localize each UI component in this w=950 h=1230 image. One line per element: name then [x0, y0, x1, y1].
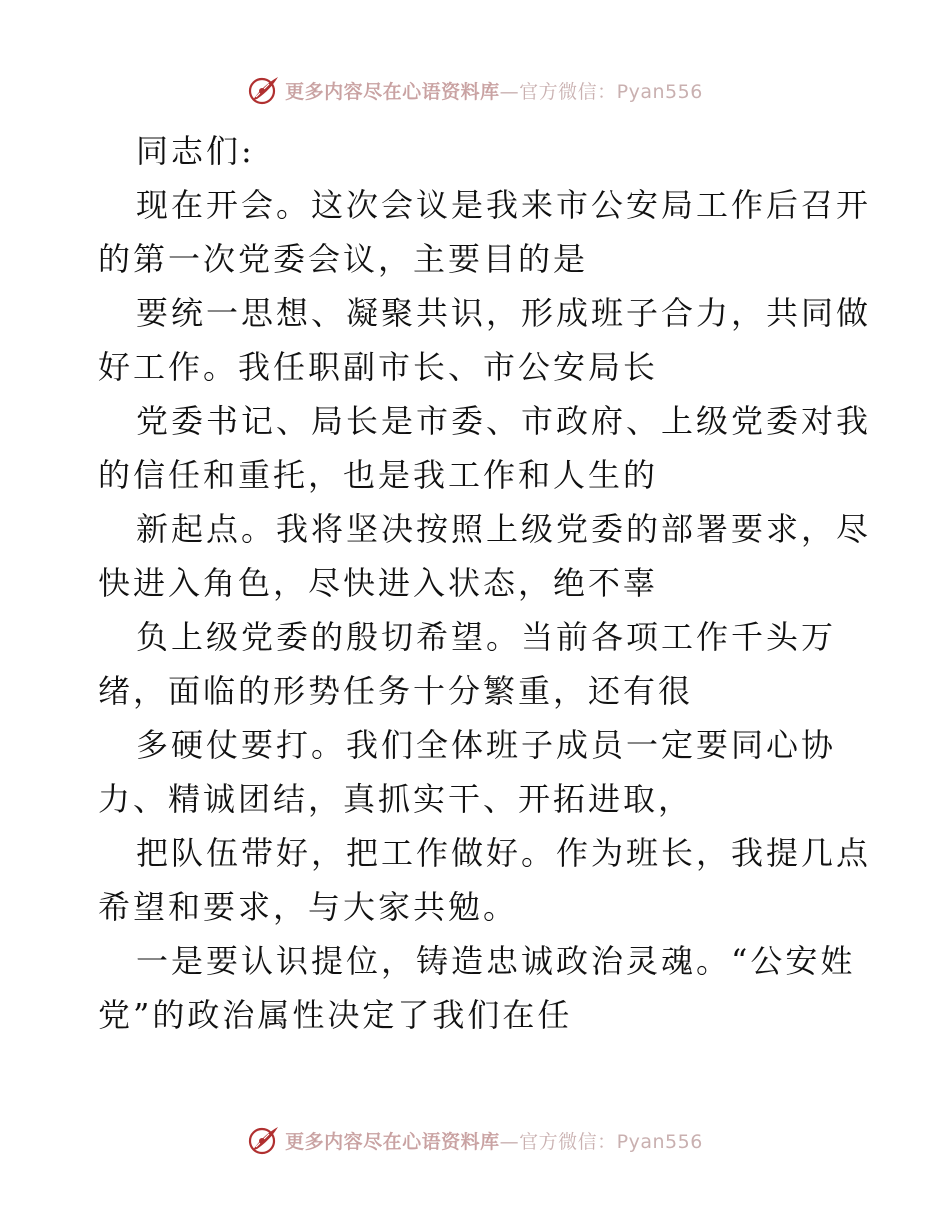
- text-line: 把队伍带好，把工作做好。作为班长，我提几点: [136, 834, 872, 872]
- text-line: 现在开会。这次会议是我来市公安局工作后召开: [136, 186, 872, 224]
- watermark-main-text: 更多内容尽在心语资料库: [285, 80, 500, 103]
- text-line: 的信任和重托，也是我工作和人生的: [98, 456, 659, 494]
- feather-pen-logo-icon: [247, 73, 281, 107]
- footer-watermark: [0, 1120, 950, 1160]
- text-line: 绪，面临的形势任务十分繁重，还有很: [98, 672, 694, 710]
- text-line: 党委书记、局长是市委、市政府、上级党委对我: [136, 402, 872, 440]
- text-line: 多硬仗要打。我们全体班子成员一定要同心协: [136, 726, 837, 764]
- header-watermark: [0, 70, 950, 110]
- watermark-sub-text: —官方微信：Pyan556: [499, 80, 703, 103]
- feather-pen-logo-icon: [247, 1123, 281, 1157]
- text-line: 快进入角色，尽快进入状态，绝不辜: [98, 564, 659, 602]
- text-line: 负上级党委的殷切希望。当前各项工作千头万: [136, 618, 837, 656]
- watermark-sub-text: —官方微信：Pyan556: [499, 1130, 703, 1153]
- text-line: 好工作。我任职副市长、市公安局长: [98, 348, 659, 386]
- watermark-text: [285, 1127, 703, 1154]
- document-body: [98, 124, 872, 1042]
- watermark-main-text: 更多内容尽在心语资料库: [285, 1130, 500, 1153]
- watermark-text: [285, 77, 703, 104]
- text-line: 要统一思想、凝聚共识，形成班子合力，共同做: [136, 294, 872, 332]
- text-line: 党”的政治属性决定了我们在任: [98, 996, 573, 1034]
- text-line: 同志们:: [136, 132, 255, 170]
- text-line: 力、精诚团结，真抓实干、开拓进取，: [98, 780, 694, 818]
- text-line: 的第一次党委会议，主要目的是: [98, 240, 589, 278]
- text-line: 一是要认识提位，铸造忠诚政治灵魂。“公安姓: [136, 942, 856, 980]
- text-line: 新起点。我将坚决按照上级党委的部署要求，尽: [136, 510, 872, 548]
- text-line: 希望和要求，与大家共勉。: [98, 888, 519, 926]
